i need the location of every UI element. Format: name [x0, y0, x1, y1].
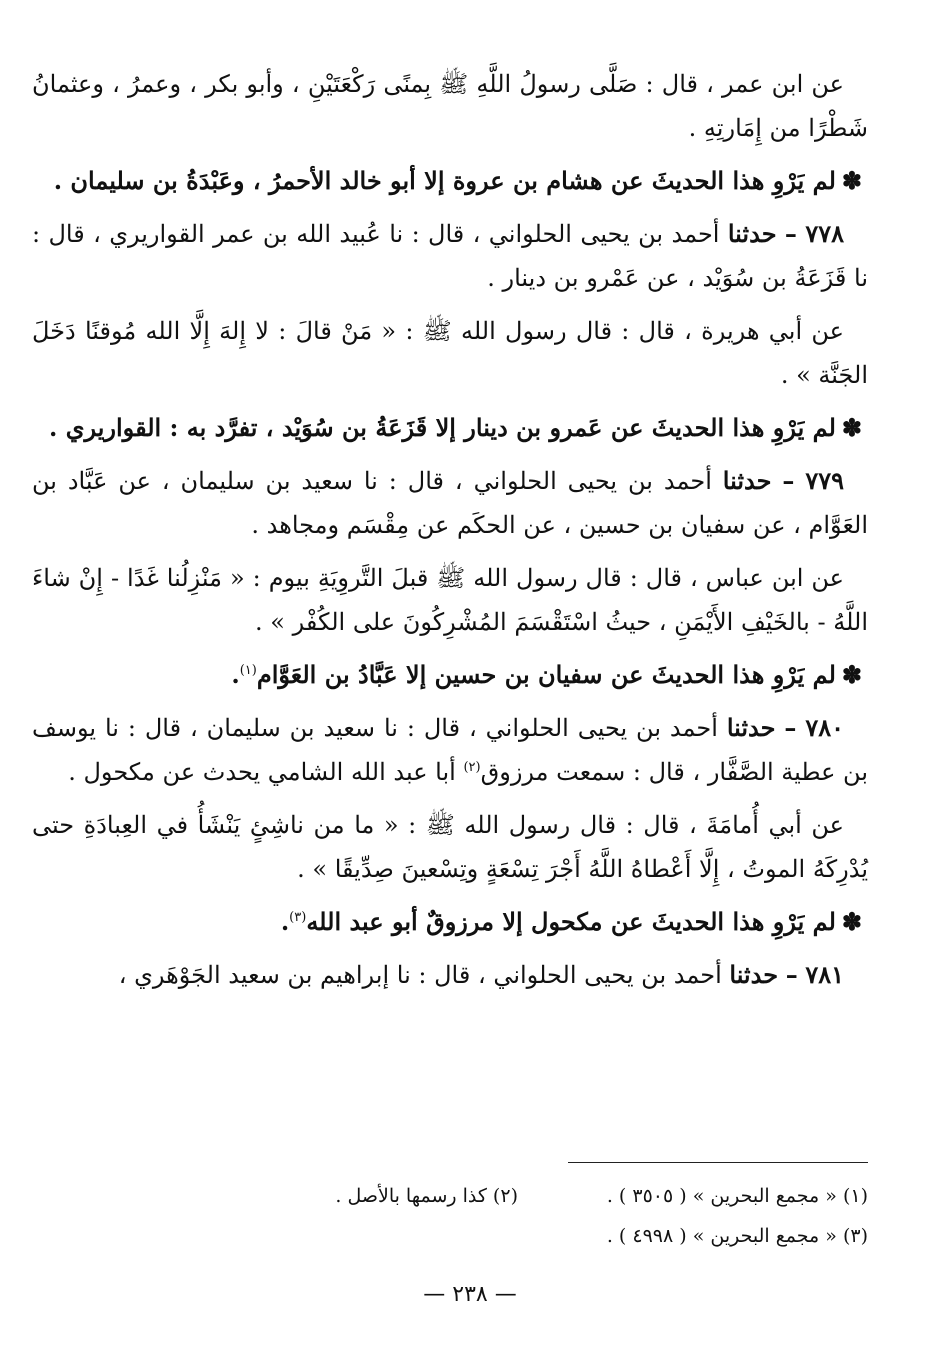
matn-text: عن أبي هريرة ، قال : قال رسول الله ﷺ : « مَنْ قالَ : لا إِلهَ إِلَّا الله مُوقنًا دَخَلَ الجَنَّة » . — [32, 317, 868, 389]
dash: – — [784, 219, 797, 248]
hadith-text-777 — [32, 62, 868, 150]
hadith-text-780 — [32, 803, 868, 891]
hadith-number: ٧٨٠ — [805, 713, 844, 742]
hadith-heading-780 — [32, 706, 868, 794]
footnote-marker: (٣) — [289, 910, 307, 925]
matn-text: عن ابن عمر ، قال : صَلَّى رسولُ اللَّهِ ﷺ بِمنًى رَكْعَتَيْنِ ، وأبو بكر ، وعمرُ ، وعثمانُ شَطْرًا من إِمَارتِهِ . — [32, 70, 868, 142]
footnote-row — [168, 1216, 868, 1256]
footnotes — [168, 1176, 868, 1256]
isnad-text: أحمد بن يحيى الحلواني ، قال : نا سعيد بن سليمان ، عن عَبَّاد بن العَوَّام ، عن سفيان بن حسين ، عن الحكَم عن مِقْسَم ومجاهد . — [32, 467, 868, 539]
footnote-marker: (٢) — [463, 760, 481, 775]
footnote-row — [168, 1176, 868, 1216]
footnote-divider — [568, 1162, 868, 1163]
isnad-text: أحمد بن يحيى الحلواني ، قال : نا عُبيد الله بن عمر القواريري ، قال : نا قَزَعَةُ بن سُوَيْد ، عن عَمْرو بن دينار . — [32, 220, 868, 292]
matn-text: عن أبي أُمامَةَ ، قال : قال رسول الله ﷺ : « ما من ناشِئٍ يَنْشَأُ في العِبادَةِ حتى يُدْرِكَهُ الموتُ ، إِلَّا أَعْطاهُ اللَّهُ أَجْرَ تِسْعَةٍ وتِسْعينَ صِدِّيقًا » . — [32, 811, 868, 883]
note-text: لم يَرْوِ هذا الحديثَ عن مكحول إلا مرزوقٌ أبو عبد الله — [306, 907, 836, 936]
footnote-3: (٣) « مجمع البحرين » ( ٤٩٩٨ ) . — [606, 1225, 868, 1247]
hadith-text-779 — [32, 556, 868, 644]
footnote-2: (٢) كذا رسمها بالأصل . — [335, 1185, 518, 1207]
haddathana-word: حدثنا — [726, 713, 776, 742]
page-body — [32, 62, 868, 1006]
commentary-note-778 — [32, 406, 868, 450]
hadith-number: ٧٨١ — [805, 960, 844, 989]
isnad-text-cont: أبا عبد الله الشامي يحدث عن مكحول . — [68, 758, 456, 786]
hadith-number: ٧٧٩ — [805, 466, 844, 495]
hadith-heading-779 — [32, 459, 868, 547]
dash: – — [782, 466, 795, 495]
star-marker: ✽ — [841, 166, 862, 195]
commentary-note-780: ✽لم يَرْوِ هذا الحديثَ عن مكحول إلا مرزوقٌ أبو عبد الله$^{(٣)}$. — [280, 907, 862, 936]
footnote-marker: (١) — [239, 663, 257, 678]
hadith-heading-778 — [32, 212, 868, 300]
footnote-1: (١) « مجمع البحرين » ( ٣٥٠٥ ) . — [606, 1185, 868, 1207]
hadith-text-778 — [32, 309, 868, 397]
haddathana-word: حدثنا — [729, 960, 779, 989]
star-marker: ✽ — [841, 413, 862, 442]
haddathana-word: حدثنا — [727, 219, 777, 248]
page-number: — ٢٣٨ — — [423, 1282, 517, 1307]
dash: – — [784, 713, 797, 742]
note-text: لم يَرْوِ هذا الحديثَ عن عَمرو بن دينار إلا قَزَعَةُ بن سُوَيْد ، تفرَّد به : القواريري . — [49, 413, 836, 442]
star-marker: ✽ — [841, 660, 862, 689]
isnad-text: أحمد بن يحيى الحلواني ، قال : نا سعيد بن سليمان ، قال : نا يوسف بن عطية الصَّفَّار ، قال : سمعت مرزوق — [32, 714, 868, 786]
note-text: لم يَرْوِ هذا الحديثَ عن هشام بن عروة إلا أبو خالد الأحمرُ ، وعَبْدَةُ بن سليمان . — [53, 166, 836, 195]
isnad-text: أحمد بن يحيى الحلواني ، قال : نا إبراهيم بن سعيد الجَوْهَري ، — [118, 961, 722, 989]
matn-text: عن ابن عباس ، قال : قال رسول الله ﷺ قبلَ التَّروِيَةِ بيوم : « مَنْزِلُنا غَدًا - إِنْ شاءَ اللَّهُ - بالخَيْفِ الأَيْمَنِ ، حيثُ اسْتَقْسَمَ المُشْرِكُونَ على الكُفْر » . — [32, 564, 868, 636]
dash: – — [785, 960, 798, 989]
commentary-note-779: ✽لم يَرْوِ هذا الحديثَ عن سفيان بن حسين إلا عَبَّادُ بن العَوَّام$^{(١)}$. — [231, 660, 862, 689]
commentary-note-777 — [32, 159, 868, 203]
hadith-heading-781 — [32, 953, 868, 997]
star-marker: ✽ — [841, 907, 862, 936]
haddathana-word: حدثنا — [722, 466, 772, 495]
hadith-number: ٧٧٨ — [805, 219, 844, 248]
note-text: لم يَرْوِ هذا الحديثَ عن سفيان بن حسين إلا عَبَّادُ بن العَوَّام — [256, 660, 836, 689]
